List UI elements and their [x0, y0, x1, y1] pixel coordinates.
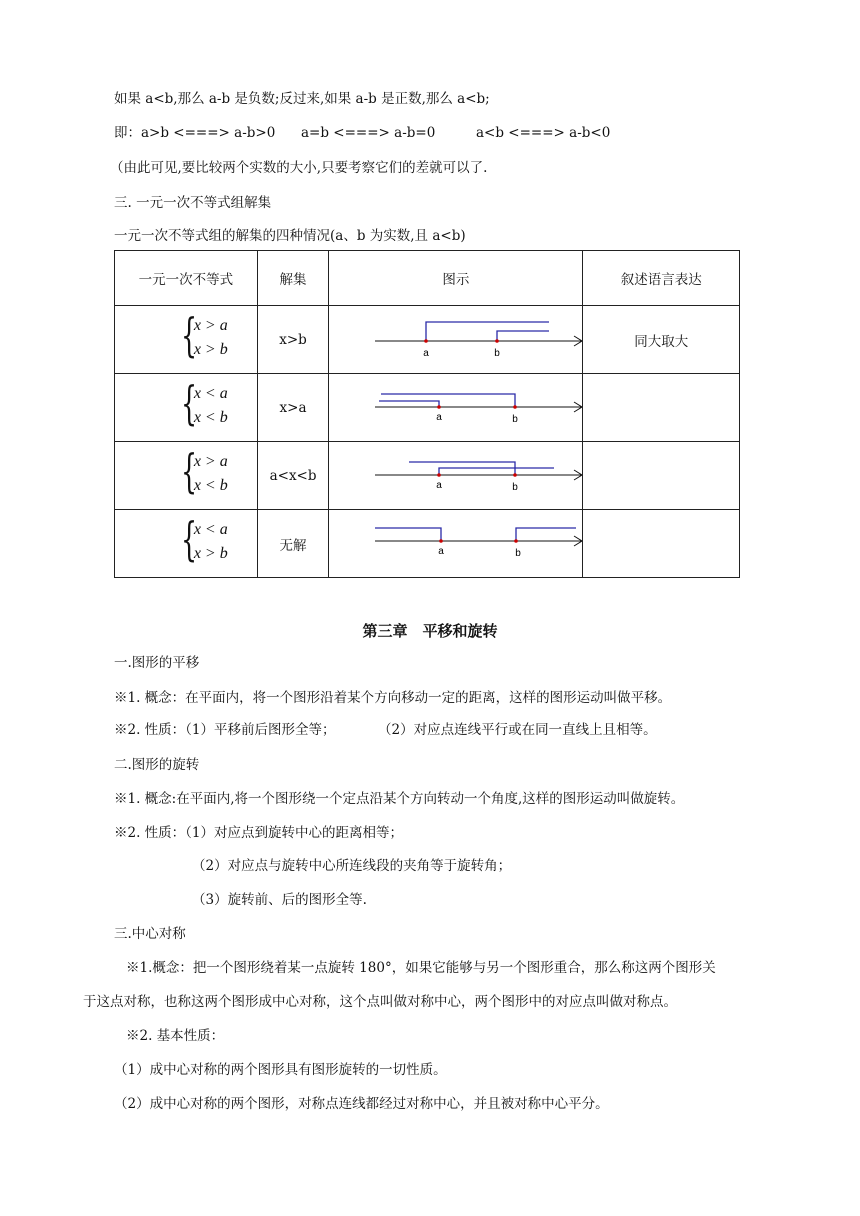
table-row [115, 374, 740, 442]
translation-concept: ※1. 概念：在平面内，将一个图形沿着某个方向移动一定的距离，这样的图形运动叫做平移。 [114, 690, 672, 706]
rotation-concept: ※1. 概念:在平面内,将一个图形绕一个定点沿某个方向转动一个角度,这样的图形运动叫做旋转。 [114, 791, 685, 807]
comparison-rule: 如果 a<b,那么 a-b 是负数;反过来,如果 a-b 是正数,那么 a<b; [114, 91, 490, 107]
symmetry-property-2: （2）成中心对称的两个图形，对称点连线都经过对称中心，并且被对称中心平分。 [114, 1096, 609, 1112]
description [583, 374, 740, 442]
svg-text:b: b [512, 414, 519, 425]
translation-property-1: ※2. 性质：（1）平移前后图形全等； [114, 722, 336, 738]
table-row [115, 442, 740, 510]
header-solution: 解集 [257, 251, 329, 306]
symmetry-concept-cont: 于这点对称，也称这两个图形成中心对称，这个点叫做对称中心，两个图形中的对应点叫做对称点。 [83, 994, 677, 1010]
svg-text:b: b [512, 482, 519, 493]
description [583, 510, 740, 578]
svg-text:a: a [436, 480, 443, 491]
description [583, 442, 740, 510]
table-caption: 一元一次不等式组的解集的四种情况(a、b 为实数,且 a<b) [114, 228, 466, 244]
section-heading-inequality-system: 三. 一元一次不等式组解集 [114, 195, 272, 211]
inequality-system: { x < a x < b [115, 374, 258, 442]
section-heading-rotation: 二.图形的旋转 [114, 757, 200, 773]
inequality-table [114, 250, 740, 578]
svg-text:b: b [515, 548, 522, 559]
comparison-note: （由此可见,要比较两个实数的大小,只要考察它们的差就可以了. [110, 160, 488, 176]
svg-text:a: a [423, 348, 430, 359]
number-line-diagram [329, 374, 583, 442]
inequality-system: { x > a x < b [115, 442, 258, 510]
table-row [115, 306, 740, 374]
solution-set: 无解 [257, 510, 329, 578]
symmetry-basic-properties: ※2. 基本性质： [126, 1028, 225, 1044]
equivalence-3: a<b <===> a-b<0 [476, 125, 611, 141]
symmetry-concept: ※1.概念：把一个图形绕着某一点旋转 180°，如果它能够与另一个图形重合，那么称这两个图形关 [126, 960, 716, 976]
equivalence-1: 即：a>b <===> a-b>0 [114, 125, 276, 141]
number-line-diagram [329, 442, 583, 510]
solution-set: x>a [257, 374, 329, 442]
translation-property-2: （2）对应点连线平行或在同一直线上且相等。 [378, 722, 657, 738]
section-heading-central-symmetry: 三.中心对称 [114, 926, 186, 942]
svg-text:a: a [436, 412, 443, 423]
rotation-property-2: （2）对应点与旋转中心所连线段的夹角等于旋转角； [192, 858, 512, 874]
rotation-property-3: （3）旋转前、后的图形全等. [192, 892, 367, 908]
solution-set: a<x<b [257, 442, 329, 510]
brace-icon: { [180, 307, 197, 362]
header-description: 叙述语言表达 [583, 251, 740, 306]
brace-icon: { [180, 375, 197, 430]
table-row [115, 510, 740, 578]
table-header-row [115, 251, 740, 306]
chapter-title: 第三章 平移和旋转 [362, 622, 498, 640]
header-diagram: 图示 [329, 251, 583, 306]
header-inequality: 一元一次不等式 [115, 251, 258, 306]
equivalence-2: a=b <===> a-b=0 [301, 125, 436, 141]
symmetry-property-1: （1）成中心对称的两个图形具有图形旋转的一切性质。 [114, 1062, 447, 1078]
brace-icon: { [180, 511, 197, 566]
svg-text:a: a [438, 546, 445, 557]
number-line-diagram [329, 510, 583, 578]
section-heading-translation: 一.图形的平移 [114, 655, 200, 671]
brace-icon: { [180, 443, 197, 498]
description: 同大取大 [583, 306, 740, 374]
rotation-property-1: ※2. 性质：（1）对应点到旋转中心的距离相等； [114, 825, 404, 841]
solution-set: x>b [257, 306, 329, 374]
number-line-diagram [329, 306, 583, 374]
inequality-system: { x > a x > b [115, 306, 258, 374]
inequality-system: { x < a x > b [115, 510, 258, 578]
svg-text:b: b [494, 348, 501, 359]
